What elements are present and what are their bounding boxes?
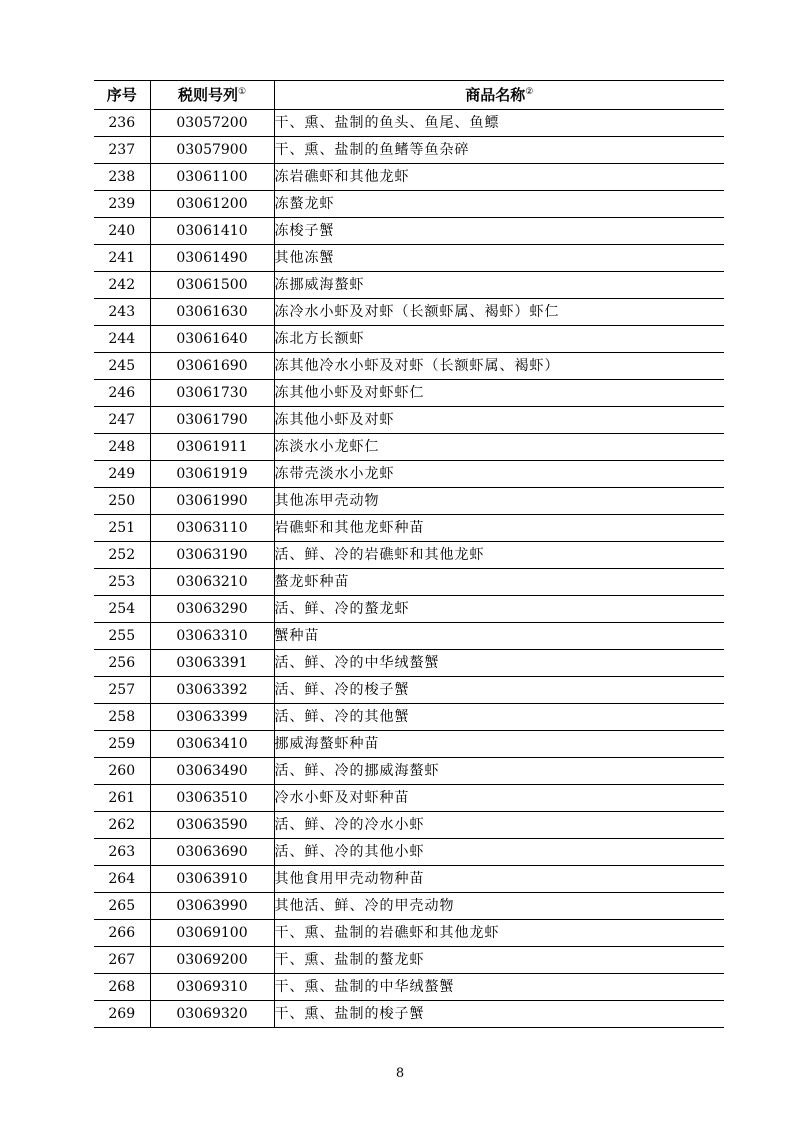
table-row <box>94 623 724 650</box>
header-name-label: 商品名称 <box>465 86 526 104</box>
tariff-table <box>94 80 724 1028</box>
cell-tariff-code: 03061500 <box>150 272 274 299</box>
cell-tariff-code: 03063910 <box>150 866 274 893</box>
cell-product-name: 干、熏、盐制的梭子蟹 <box>274 1001 724 1028</box>
table-row <box>94 677 724 704</box>
cell-seq: 242 <box>108 277 136 293</box>
table-row <box>94 731 724 758</box>
cell-tariff-code: 03061100 <box>150 164 274 191</box>
cell-tariff-code: 03057900 <box>150 137 274 164</box>
table-row <box>94 434 724 461</box>
cell-tariff-code: 03061990 <box>150 488 274 515</box>
cell-product-name: 干、熏、盐制的岩礁虾和其他龙虾 <box>274 920 724 947</box>
cell-product-name: 活、鲜、冷的其他蟹 <box>274 704 724 731</box>
cell-seq: 268 <box>108 979 136 995</box>
cell-seq: 254 <box>108 601 136 617</box>
table-row <box>94 596 724 623</box>
table-row <box>94 893 724 920</box>
cell-tariff-code: 03063410 <box>150 731 274 758</box>
cell-seq: 258 <box>108 709 136 725</box>
cell-product-name: 活、鲜、冷的梭子蟹 <box>274 677 724 704</box>
table-row <box>94 353 724 380</box>
cell-seq: 240 <box>108 223 136 239</box>
header-name <box>274 81 724 110</box>
cell-tariff-code: 03063310 <box>150 623 274 650</box>
cell-seq: 263 <box>108 844 136 860</box>
cell-seq: 239 <box>108 196 136 212</box>
cell-product-name: 干、熏、盐制的中华绒螯蟹 <box>274 974 724 1001</box>
cell-tariff-code: 03061730 <box>150 380 274 407</box>
cell-seq: 269 <box>108 1006 136 1022</box>
cell-seq: 244 <box>108 331 136 347</box>
cell-tariff-code: 03063210 <box>150 569 274 596</box>
cell-product-name: 活、鲜、冷的冷水小虾 <box>274 812 724 839</box>
cell-product-name: 其他活、鲜、冷的甲壳动物 <box>274 893 724 920</box>
header-name-footnote-mark: ② <box>525 87 534 97</box>
cell-seq: 261 <box>108 790 136 806</box>
cell-seq: 265 <box>108 898 136 914</box>
cell-tariff-code: 03063990 <box>150 893 274 920</box>
cell-tariff-code: 03069200 <box>150 947 274 974</box>
cell-tariff-code: 03061410 <box>150 218 274 245</box>
cell-seq: 238 <box>108 169 136 185</box>
cell-seq: 243 <box>108 304 136 320</box>
cell-product-name: 活、鲜、冷的挪威海螯虾 <box>274 758 724 785</box>
cell-tariff-code: 03063490 <box>150 758 274 785</box>
table-row <box>94 191 724 218</box>
cell-product-name: 冻其他小虾及对虾 <box>274 407 724 434</box>
cell-tariff-code: 03061790 <box>150 407 274 434</box>
cell-seq: 253 <box>108 574 136 590</box>
cell-tariff-code: 03061490 <box>150 245 274 272</box>
cell-tariff-code: 03063392 <box>150 677 274 704</box>
cell-tariff-code: 03061919 <box>150 461 274 488</box>
cell-tariff-code: 03061690 <box>150 353 274 380</box>
cell-tariff-code: 03061911 <box>150 434 274 461</box>
page-number: 8 <box>395 1066 405 1081</box>
header-row <box>94 81 724 110</box>
table-row <box>94 974 724 1001</box>
table-row <box>94 569 724 596</box>
cell-product-name: 冻螯龙虾 <box>274 191 724 218</box>
cell-seq: 237 <box>108 142 136 158</box>
cell-product-name: 冻带壳淡水小龙虾 <box>274 461 724 488</box>
cell-product-name: 干、熏、盐制的鱼头、鱼尾、鱼鳔 <box>274 110 724 137</box>
cell-seq: 259 <box>108 736 136 752</box>
cell-product-name: 干、熏、盐制的鱼鳍等鱼杂碎 <box>274 137 724 164</box>
cell-seq: 247 <box>108 412 136 428</box>
cell-tariff-code: 03057200 <box>150 110 274 137</box>
table-row <box>94 110 724 137</box>
header-seq <box>94 81 150 110</box>
cell-seq: 236 <box>108 115 136 131</box>
table-row <box>94 866 724 893</box>
cell-seq: 241 <box>108 250 136 266</box>
cell-product-name: 其他冻蟹 <box>274 245 724 272</box>
header-seq-label: 序号 <box>106 86 137 104</box>
table-row <box>94 1001 724 1028</box>
cell-seq: 248 <box>108 439 136 455</box>
table-row <box>94 920 724 947</box>
header-code <box>150 81 274 110</box>
cell-tariff-code: 03063590 <box>150 812 274 839</box>
cell-seq: 245 <box>108 358 136 374</box>
cell-tariff-code: 03063399 <box>150 704 274 731</box>
cell-tariff-code: 03061200 <box>150 191 274 218</box>
cell-seq: 262 <box>108 817 136 833</box>
cell-product-name: 冷水小虾及对虾种苗 <box>274 785 724 812</box>
cell-product-name: 冻其他小虾及对虾虾仁 <box>274 380 724 407</box>
table-row <box>94 542 724 569</box>
cell-seq: 264 <box>108 871 136 887</box>
cell-seq: 252 <box>108 547 136 563</box>
cell-product-name: 活、鲜、冷的中华绒螯蟹 <box>274 650 724 677</box>
table-row <box>94 407 724 434</box>
cell-seq: 250 <box>108 493 136 509</box>
cell-product-name: 冻淡水小龙虾仁 <box>274 434 724 461</box>
cell-product-name: 冻其他冷水小虾及对虾（长额虾属、褐虾） <box>274 353 724 380</box>
table-row <box>94 461 724 488</box>
table-row <box>94 947 724 974</box>
table-body <box>94 110 724 1028</box>
header-code-label: 税则号列 <box>177 86 238 104</box>
cell-product-name: 冻冷水小虾及对虾（长额虾属、褐虾）虾仁 <box>274 299 724 326</box>
cell-product-name: 蟹种苗 <box>274 623 724 650</box>
table-row <box>94 272 724 299</box>
cell-seq: 255 <box>108 628 136 644</box>
table-row <box>94 515 724 542</box>
header-code-footnote-mark: ① <box>237 87 247 97</box>
cell-tariff-code: 03061640 <box>150 326 274 353</box>
cell-product-name: 岩礁虾和其他龙虾种苗 <box>274 515 724 542</box>
table-row <box>94 137 724 164</box>
cell-seq: 266 <box>108 925 136 941</box>
cell-tariff-code: 03069310 <box>150 974 274 1001</box>
table-row <box>94 650 724 677</box>
cell-product-name: 其他食用甲壳动物种苗 <box>274 866 724 893</box>
table-header <box>94 81 724 110</box>
table-row <box>94 758 724 785</box>
cell-product-name: 活、鲜、冷的其他小虾 <box>274 839 724 866</box>
table-row <box>94 839 724 866</box>
cell-product-name: 冻梭子蟹 <box>274 218 724 245</box>
cell-seq: 256 <box>108 655 136 671</box>
cell-tariff-code: 03063110 <box>150 515 274 542</box>
table-row <box>94 380 724 407</box>
cell-tariff-code: 03063290 <box>150 596 274 623</box>
cell-tariff-code: 03063690 <box>150 839 274 866</box>
cell-product-name: 活、鲜、冷的岩礁虾和其他龙虾 <box>274 542 724 569</box>
cell-product-name: 挪威海螯虾种苗 <box>274 731 724 758</box>
cell-product-name: 干、熏、盐制的螯龙虾 <box>274 947 724 974</box>
cell-product-name: 活、鲜、冷的螯龙虾 <box>274 596 724 623</box>
table-row <box>94 704 724 731</box>
cell-tariff-code: 03063391 <box>150 650 274 677</box>
table-row <box>94 326 724 353</box>
cell-product-name: 冻岩礁虾和其他龙虾 <box>274 164 724 191</box>
cell-seq: 246 <box>108 385 136 401</box>
table-row <box>94 164 724 191</box>
table-row <box>94 299 724 326</box>
cell-tariff-code: 03061630 <box>150 299 274 326</box>
cell-product-name: 其他冻甲壳动物 <box>274 488 724 515</box>
cell-seq: 267 <box>108 952 136 968</box>
table-row <box>94 488 724 515</box>
cell-product-name: 冻北方长额虾 <box>274 326 724 353</box>
cell-seq: 257 <box>108 682 136 698</box>
cell-tariff-code: 03069320 <box>150 1001 274 1028</box>
cell-product-name: 螯龙虾种苗 <box>274 569 724 596</box>
cell-seq: 260 <box>108 763 136 779</box>
table-row <box>94 245 724 272</box>
cell-seq: 249 <box>108 466 136 482</box>
cell-product-name: 冻挪威海螯虾 <box>274 272 724 299</box>
table-row <box>94 218 724 245</box>
cell-tariff-code: 03063510 <box>150 785 274 812</box>
table-row <box>94 812 724 839</box>
cell-seq: 251 <box>108 520 136 536</box>
cell-tariff-code: 03069100 <box>150 920 274 947</box>
table-row <box>94 785 724 812</box>
cell-tariff-code: 03063190 <box>150 542 274 569</box>
